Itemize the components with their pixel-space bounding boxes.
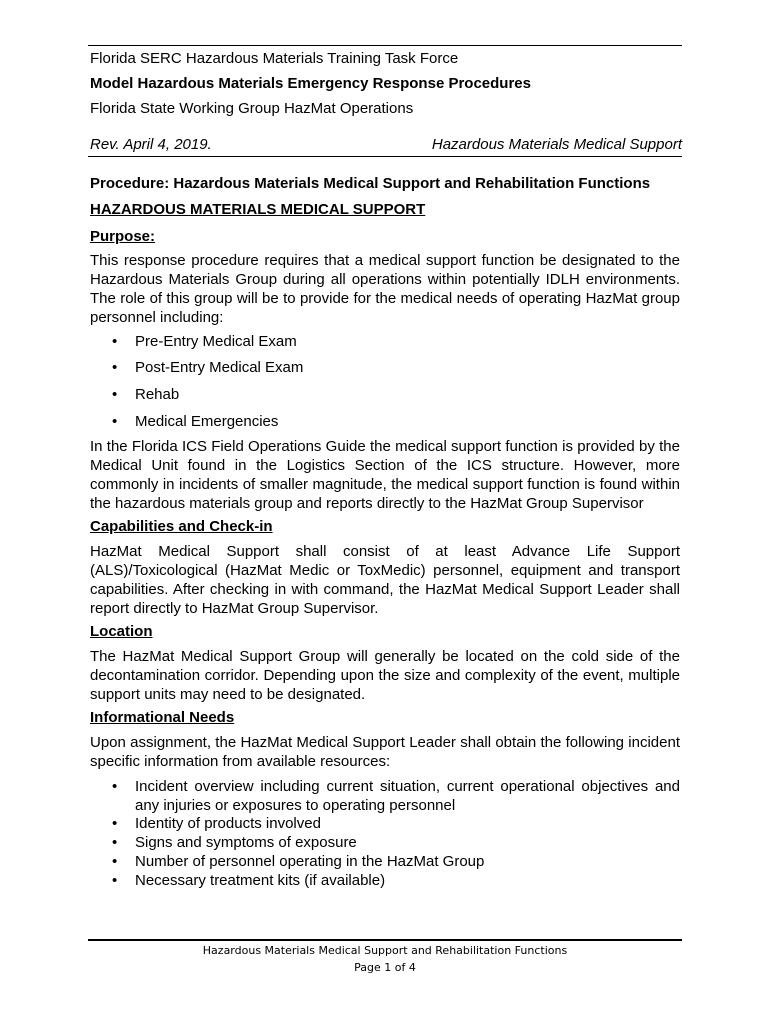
list-item: Necessary treatment kits (if available) <box>135 872 386 889</box>
footer-title: Hazardous Materials Medical Support and Rehabilitation Functions <box>202 944 568 957</box>
bullet-icon: • <box>112 333 118 350</box>
bullet-icon: • <box>112 834 118 851</box>
revision-date: Rev. April 4, 2019. <box>90 136 212 153</box>
capabilities-text: HazMat Medical Support shall consist of at least Advance Life Support (ALS)/Toxicological (HazMat Medic or ToxMedic) personnel, equipment and transport capabilities. After checking in with command, the HazMat Medical Support Leader shall report directly to HazMat Group Supervisor. <box>90 543 680 617</box>
procedure-title: Procedure: Hazardous Materials Medical Support and Rehabilitation Functions <box>90 175 651 192</box>
list-item: Signs and symptoms of exposure <box>135 834 357 851</box>
list-item: Incident overview including current situation, current operational objectives and any injuries or exposures to operating personnel <box>135 778 680 814</box>
bullet-icon: • <box>112 778 118 795</box>
location-text: The HazMat Medical Support Group will generally be located on the cold side of the decontamination corridor. Depending upon the size and complexity of the event, multiple support units may need to be designated. <box>90 648 680 703</box>
header-group: Florida State Working Group HazMat Operations <box>90 100 414 117</box>
bullet-icon: • <box>112 359 118 376</box>
bullet-icon: • <box>112 853 118 870</box>
header-org: Florida SERC Hazardous Materials Training Task Force <box>90 50 459 67</box>
info-needs-heading: Informational Needs <box>90 709 235 726</box>
list-item: Post-Entry Medical Exam <box>135 359 304 376</box>
list-item: Pre-Entry Medical Exam <box>135 333 297 350</box>
location-heading: Location <box>90 623 153 640</box>
section-name: Hazardous Materials Medical Support <box>431 136 682 153</box>
list-item: Medical Emergencies <box>135 413 279 430</box>
footer-page-number: Page 1 of 4 <box>354 961 416 974</box>
main-heading: HAZARDOUS MATERIALS MEDICAL SUPPORT <box>90 201 426 218</box>
capabilities-heading: Capabilities and Check-in <box>90 518 273 535</box>
list-item: Number of personnel operating in the HazMat Group <box>135 853 485 870</box>
bullet-icon: • <box>112 413 118 430</box>
list-item: Rehab <box>135 386 180 403</box>
footer-rule <box>88 939 682 941</box>
bullet-icon: • <box>112 815 118 832</box>
purpose-closing: In the Florida ICS Field Operations Guide the medical support function is provided by the Medical Unit found in the Logistics Section of the ICS structure. However, more commonly in incidents of smaller magnitude, the medical support function is found within the hazardous materials group and reports directly to the HazMat Group Supervisor <box>90 438 680 512</box>
purpose-heading: Purpose: <box>90 228 156 245</box>
bullet-icon: • <box>112 872 118 889</box>
header-title: Model Hazardous Materials Emergency Response Procedures <box>90 75 531 92</box>
bullet-icon: • <box>112 386 118 403</box>
header-top-rule <box>88 45 682 46</box>
info-needs-intro: Upon assignment, the HazMat Medical Support Leader shall obtain the following incident specific information from available resources: <box>90 734 680 770</box>
revision-row <box>88 136 682 157</box>
list-item: Identity of products involved <box>135 815 321 832</box>
purpose-intro: This response procedure requires that a medical support function be designated to the Hazardous Materials Group during all operations within potentially IDLH environments. The role of this group will be to provide for the medical needs of operating HazMat group personnel including: <box>90 252 680 326</box>
